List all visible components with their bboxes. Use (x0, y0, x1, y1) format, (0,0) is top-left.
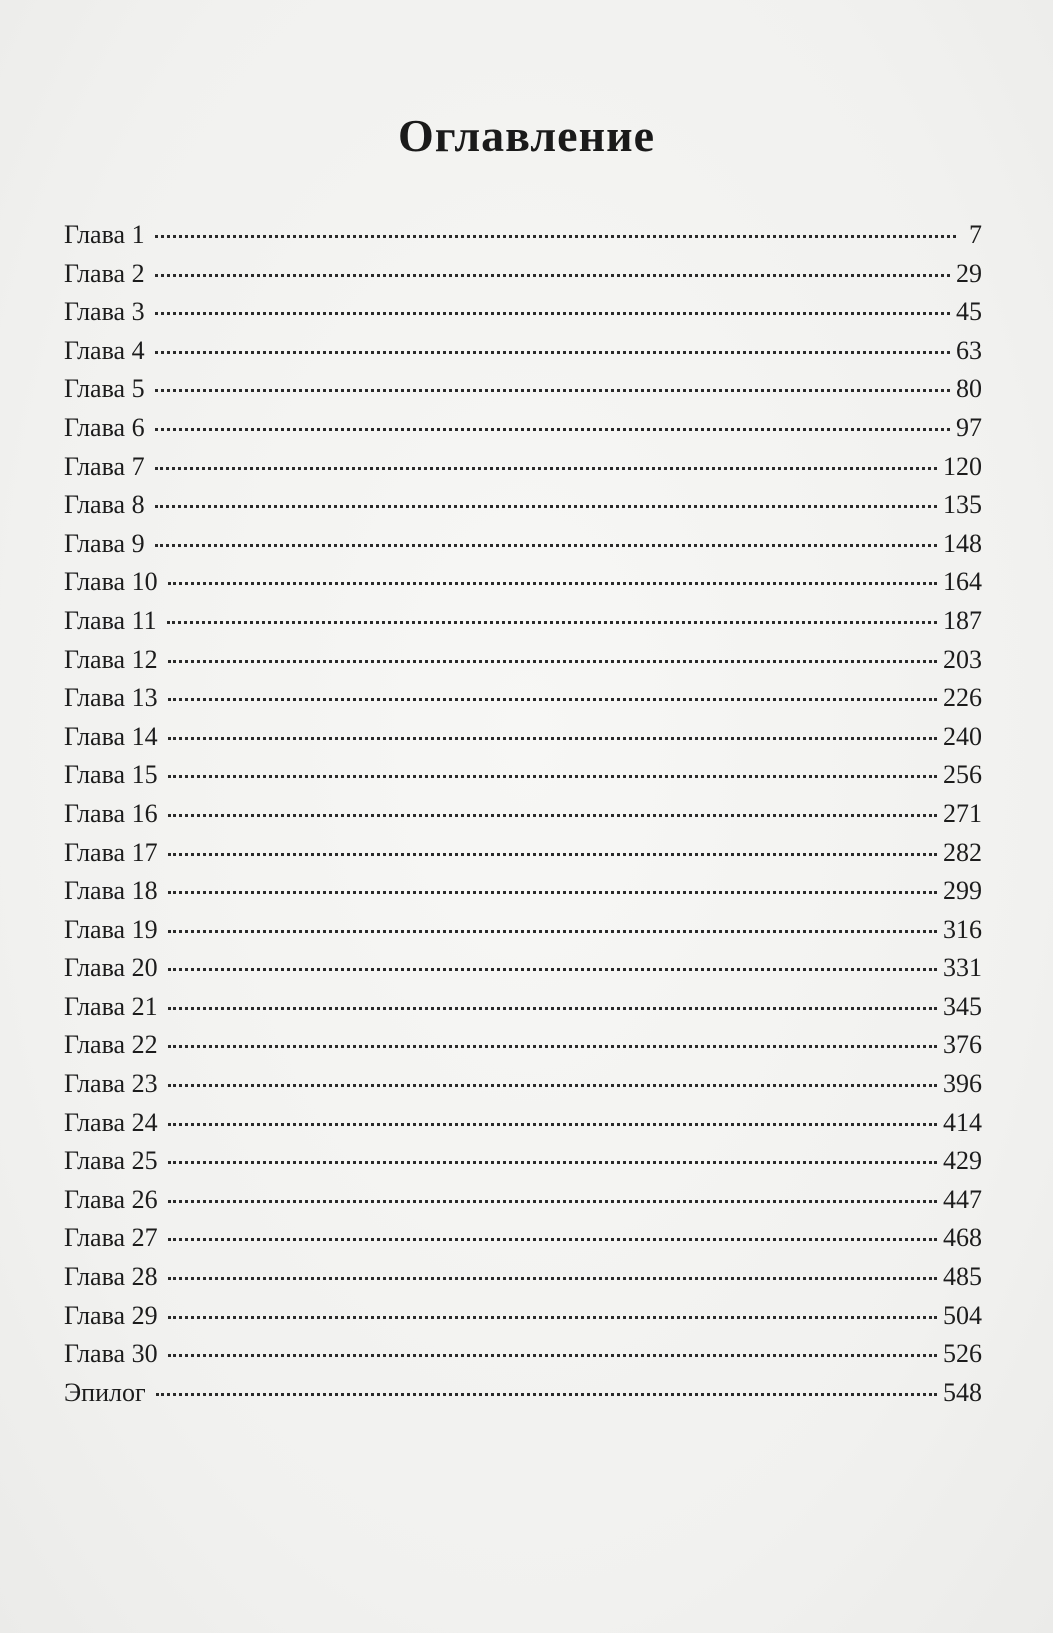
toc-entry-label: Глава 10 (64, 567, 158, 597)
dot-leader (155, 389, 950, 392)
toc-entry-label: Глава 26 (64, 1184, 158, 1214)
dot-leader (168, 582, 937, 585)
toc-entry (64, 1223, 982, 1262)
toc-entry-label: Глава 13 (64, 683, 158, 713)
toc-entry-label: Глава 5 (64, 374, 145, 404)
dot-leader (168, 891, 937, 894)
toc-entry-label: Глава 19 (64, 914, 158, 944)
toc-entry-page-number: 7 (969, 220, 982, 249)
toc-entry-page-number: 120 (943, 451, 982, 481)
toc-entry-label: Глава 22 (64, 1030, 158, 1060)
toc-entry (64, 645, 982, 684)
dot-leader (168, 1161, 937, 1164)
toc-entry (64, 683, 982, 722)
toc-entry-label: Глава 16 (64, 798, 158, 828)
toc-entry-page-number: 504 (943, 1300, 982, 1330)
dot-leader (168, 1238, 937, 1241)
toc-entry-label: Глава 8 (64, 490, 145, 520)
toc-entry-label: Глава 9 (64, 528, 145, 558)
dot-leader (155, 428, 950, 431)
dot-leader (155, 351, 950, 354)
toc-entry (64, 1339, 982, 1378)
toc-entry-label: Глава 3 (64, 297, 145, 327)
toc-entry-page-number: 526 (943, 1339, 982, 1369)
toc-entry (64, 760, 982, 799)
toc-entry (64, 1069, 982, 1108)
toc-entry-page-number: 396 (943, 1069, 982, 1099)
toc-entry-label: Глава 4 (64, 335, 145, 365)
toc-entry-label: Глава 1 (64, 220, 145, 249)
toc-entry-label: Глава 23 (64, 1069, 158, 1099)
toc-entry-page-number: 345 (943, 991, 982, 1021)
toc-entry-page-number: 97 (956, 412, 982, 442)
toc-entry-page-number: 164 (943, 567, 982, 597)
toc-entry-page-number: 376 (943, 1030, 982, 1060)
toc-entry-page-number: 271 (943, 798, 982, 828)
toc-entry (64, 1146, 982, 1185)
toc-entry-label: Глава 25 (64, 1146, 158, 1176)
toc-entry (64, 413, 982, 452)
toc-entry (64, 992, 982, 1031)
toc-entry-label: Эпилог (64, 1377, 146, 1407)
toc-entry-label: Глава 15 (64, 760, 158, 790)
toc-entry-label: Глава 18 (64, 876, 158, 906)
toc-entry-page-number: 226 (943, 683, 982, 713)
toc-entry-page-number: 282 (943, 837, 982, 867)
toc-entry-page-number: 447 (943, 1184, 982, 1214)
toc-entry (64, 1378, 982, 1417)
dot-leader (168, 1316, 937, 1319)
dot-leader (168, 737, 937, 740)
toc-entry (64, 220, 982, 259)
toc-entry-page-number: 80 (956, 374, 982, 404)
toc-entry (64, 1301, 982, 1340)
toc-entry-page-number: 485 (943, 1262, 982, 1292)
dot-leader (168, 698, 937, 701)
toc-entry-page-number: 331 (943, 953, 982, 983)
toc-entry-label: Глава 12 (64, 644, 158, 674)
toc-entry-page-number: 135 (943, 490, 982, 520)
toc-entry (64, 1185, 982, 1224)
toc-entry (64, 259, 982, 298)
toc-entry-page-number: 203 (943, 644, 982, 674)
toc-entry-label: Глава 14 (64, 721, 158, 751)
toc-entry-page-number: 299 (943, 876, 982, 906)
toc-entry-page-number: 29 (956, 258, 982, 288)
toc-entry (64, 1262, 982, 1301)
toc-entry-label: Глава 24 (64, 1107, 158, 1137)
toc-entry (64, 799, 982, 838)
toc-entry (64, 838, 982, 877)
dot-leader (168, 660, 937, 663)
toc-entry (64, 567, 982, 606)
toc-entry (64, 606, 982, 645)
dot-leader (168, 1007, 937, 1010)
toc-entry (64, 490, 982, 529)
toc-entry-label: Глава 20 (64, 953, 158, 983)
toc-entry-label: Глава 27 (64, 1223, 158, 1253)
dot-leader (168, 1200, 937, 1203)
dot-leader (168, 1084, 937, 1087)
toc-entry (64, 876, 982, 915)
dot-leader (168, 853, 937, 856)
toc-entry-label: Глава 11 (64, 605, 157, 635)
toc-entry (64, 1108, 982, 1147)
toc-entry (64, 297, 982, 336)
toc-entry-label: Глава 17 (64, 837, 158, 867)
toc-entry-page-number: 548 (943, 1377, 982, 1407)
toc-entry (64, 1030, 982, 1069)
dot-leader (156, 1393, 937, 1396)
dot-leader (167, 621, 937, 624)
table-of-contents (64, 220, 982, 1416)
toc-entry (64, 452, 982, 491)
toc-entry (64, 336, 982, 375)
toc-entry-page-number: 414 (943, 1107, 982, 1137)
toc-entry (64, 529, 982, 568)
dot-leader (168, 1354, 937, 1357)
dot-leader (168, 1123, 937, 1126)
dot-leader (155, 505, 937, 508)
dot-leader (168, 930, 937, 933)
toc-entry-label: Глава 30 (64, 1339, 158, 1369)
dot-leader (155, 312, 950, 315)
dot-leader (168, 814, 937, 817)
toc-entry-page-number: 63 (956, 335, 982, 365)
toc-entry (64, 953, 982, 992)
dot-leader (168, 1045, 937, 1048)
toc-entry-page-number: 256 (943, 760, 982, 790)
dot-leader (155, 544, 937, 547)
toc-entry (64, 915, 982, 954)
toc-entry-page-number: 240 (943, 721, 982, 751)
toc-entry-page-number: 187 (943, 605, 982, 635)
toc-entry-page-number: 45 (956, 297, 982, 327)
dot-leader (168, 775, 937, 778)
page-title: Оглавление (397, 109, 656, 161)
toc-entry-label: Глава 7 (64, 451, 145, 481)
toc-entry-page-number: 148 (943, 528, 982, 558)
toc-entry-label: Глава 29 (64, 1300, 158, 1330)
toc-entry-page-number: 429 (943, 1146, 982, 1176)
dot-leader (155, 235, 956, 238)
dot-leader (155, 274, 950, 277)
toc-entry-label: Глава 21 (64, 991, 158, 1021)
toc-entry (64, 374, 982, 413)
toc-entry (64, 722, 982, 761)
dot-leader (168, 968, 937, 971)
toc-entry-page-number: 468 (943, 1223, 982, 1253)
toc-entry-page-number: 316 (943, 914, 982, 944)
toc-entry-label: Глава 28 (64, 1262, 158, 1292)
dot-leader (155, 467, 937, 470)
toc-entry-label: Глава 2 (64, 258, 145, 288)
toc-entry-label: Глава 6 (64, 412, 145, 442)
dot-leader (168, 1277, 937, 1280)
